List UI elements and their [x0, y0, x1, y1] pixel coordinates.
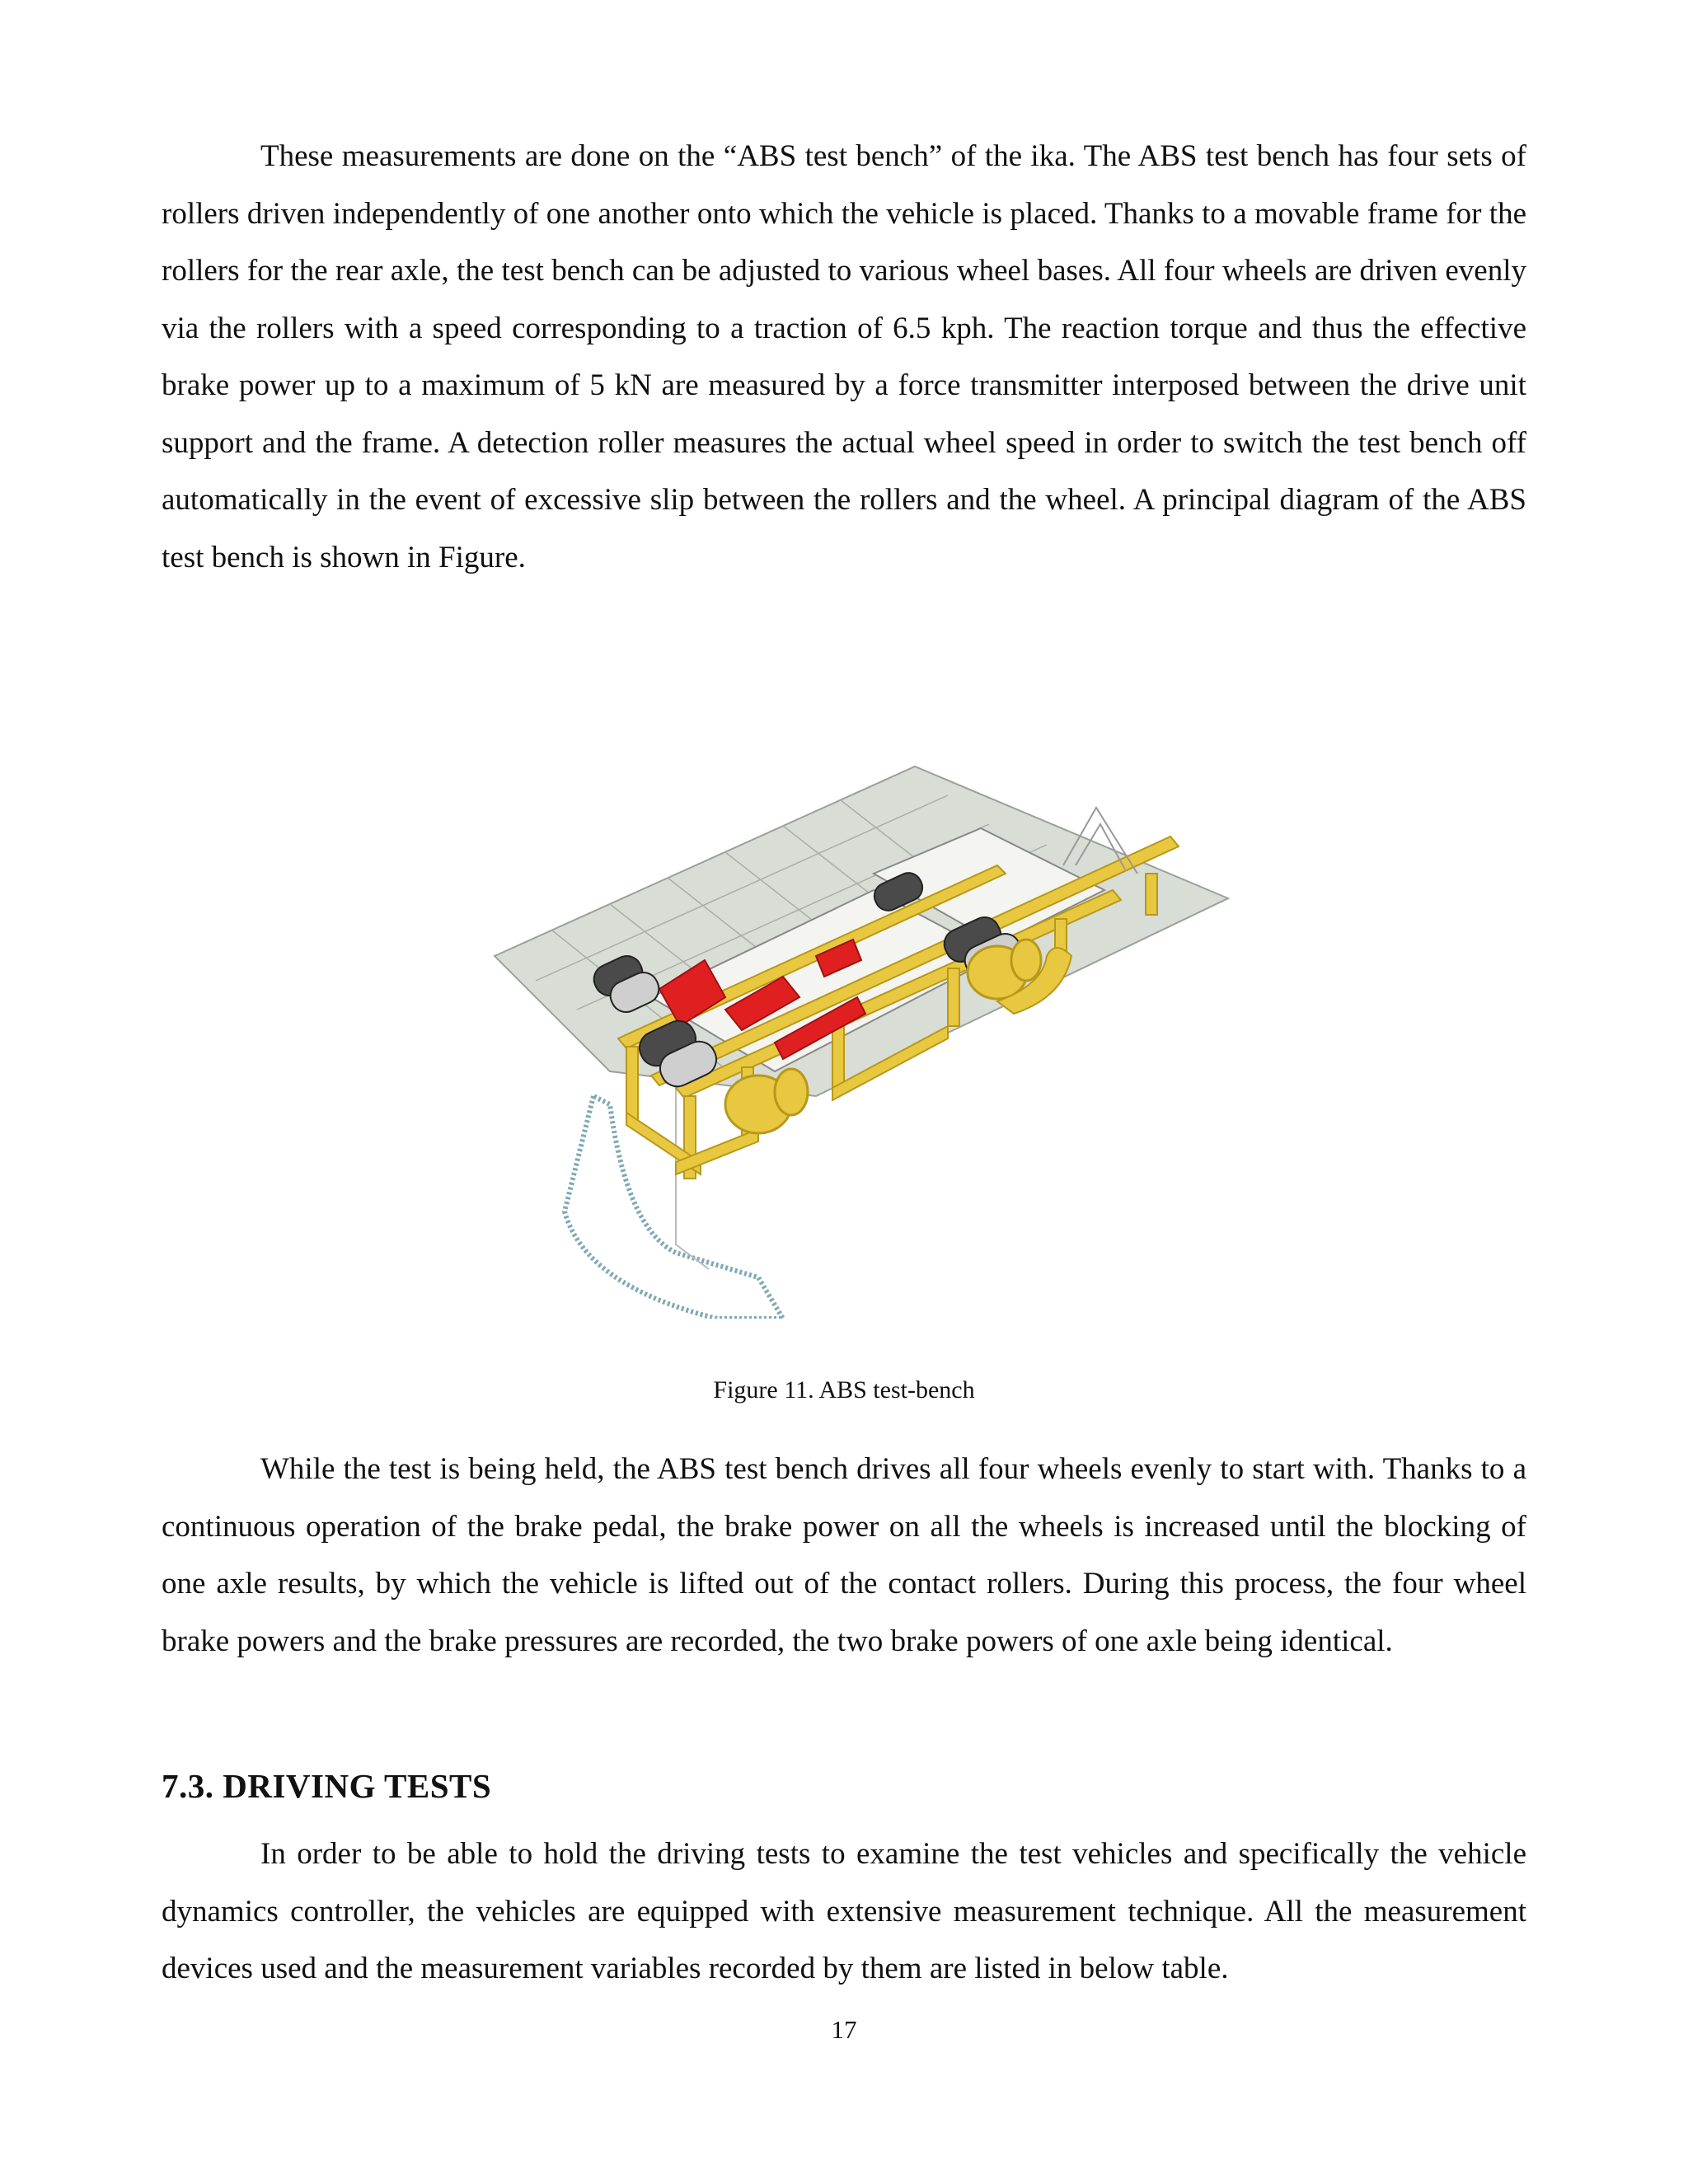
section-heading: 7.3. DRIVING TESTS — [162, 1767, 492, 1805]
body-paragraph: These measurements are done on the “ABS test bench” of the ika. The ABS test bench has four sets of rollers driven independently of one another onto which the vehicle is placed. Thanks to a movable frame for the rollers for the rear axle, the test bench can be adjusted to various wheel bases. All four wheels are driven evenly via the rollers with a speed corresponding to a traction of 6.5 kph. The reaction torque and thus the effective brake power up to a maximum of 5 kN are measured by a force transmitter interposed between the drive unit support and the frame. A detection roller measures the actual wheel speed in order to switch the test bench off automatically in the event of excessive slip between the rollers and the wheel. A principal diagram of the ABS test bench is shown in Figure. — [162, 139, 1526, 574]
body-paragraph: In order to be able to hold the driving tests to examine the test vehicles and specifically the vehicle dynamics controller, the vehicles are equipped with extensive measurement technique. All the measurement devices used and the measurement variables recorded by them are listed in below table. — [162, 1837, 1526, 1985]
figure-caption: Figure 11. ABS test-bench — [713, 1376, 975, 1404]
body-paragraph: While the test is being held, the ABS test bench drives all four wheels evenly to start with. Thanks to a continuous operation of the brake pedal, the brake power on all the wheels is increased until the blocking of one axle results, by which the vehicle is lifted out of the contact rollers. During this process, the four wheel brake powers and the brake pressures are recorded, the two brake powers of one axle being identical. — [162, 1452, 1526, 1658]
abs-test-bench-illustration — [486, 750, 1236, 1319]
page-number: 17 — [831, 2015, 857, 2044]
abs-test-bench-figure — [486, 750, 1236, 1319]
